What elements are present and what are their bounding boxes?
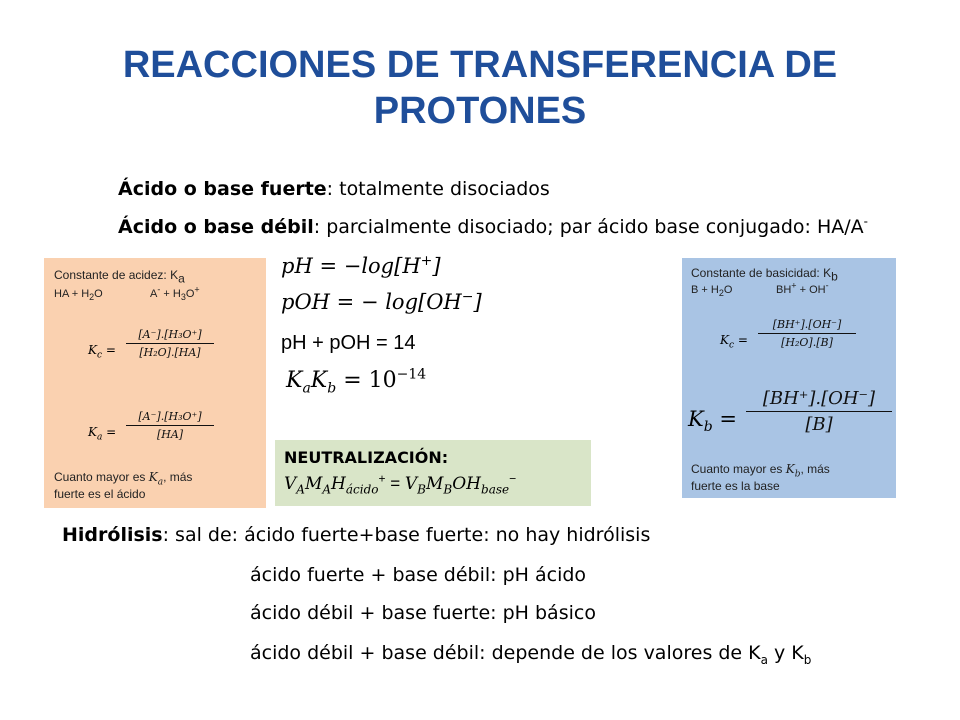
acid-note-line-1 — [54, 470, 193, 488]
neu-right-m: M — [426, 474, 444, 494]
hydrolysis-line-1 — [62, 524, 650, 546]
neu-left-s3: ácido — [345, 482, 379, 497]
acid-kc-bar — [126, 343, 214, 344]
poh-formula — [281, 290, 482, 314]
base-note-k: K — [785, 462, 795, 476]
base-reaction-left — [691, 284, 733, 299]
neu-left-m: M — [304, 474, 323, 494]
kakb-exp: −14 — [396, 366, 427, 383]
acid-ka-den: [HA] — [156, 428, 184, 441]
base-note-line-1 — [691, 462, 830, 480]
base-kb-lhs: $K_b$ = — [688, 407, 737, 436]
ph-rhs: = −log[H — [319, 254, 421, 278]
base-kb-sub: b — [703, 419, 713, 436]
kakb-k1: K — [286, 368, 303, 393]
neu-left-s2: A — [322, 482, 332, 497]
acid-ka-fraction — [126, 410, 214, 441]
base-r-right-mid: + OH — [796, 284, 826, 296]
neu-left-h: H — [331, 474, 346, 494]
acid-note-line-2: fuerte es el ácido — [54, 487, 146, 501]
ph-poh-sum: pH + pOH = 14 — [281, 332, 416, 354]
hydrolysis-line-4-text: ácido débil + base débil: depende de los valores de K — [250, 642, 761, 664]
acid-kc-den: [H₂O].[HA] — [139, 346, 201, 359]
neutralization-heading: NEUTRALIZACIÓN: — [284, 448, 449, 467]
hydrolysis-line-3: ácido débil + base fuerte: pH básico — [250, 602, 596, 624]
base-reaction-right — [776, 280, 829, 296]
acid-ka-bar — [126, 425, 214, 426]
neu-equals: = — [385, 474, 405, 493]
ph-lhs: pH — [281, 254, 313, 278]
weak-acid-sup: - — [863, 214, 868, 229]
hydrolysis-line-2: ácido fuerte + base débil: pH ácido — [250, 564, 587, 586]
base-title-sub: b — [831, 269, 838, 284]
base-kb-fraction — [746, 388, 892, 435]
kakb-s1: a — [302, 380, 311, 397]
base-r-right-sup: + — [791, 280, 797, 291]
acid-title-sub: a — [178, 271, 185, 286]
hydrolysis-line-4-mid: y K — [767, 642, 804, 664]
poh-rhs: = − log[OH — [336, 290, 462, 314]
acid-box-title — [54, 268, 185, 286]
base-note-b: , más — [800, 462, 830, 476]
acid-reaction-left — [54, 288, 103, 303]
acid-r-right-sup2: + — [194, 284, 200, 295]
kakb-rhs: = 10 — [336, 368, 397, 393]
neu-right-oh: OH — [452, 474, 482, 494]
hydrolysis-line-4 — [250, 642, 812, 667]
base-kb-k: K — [688, 407, 704, 431]
acid-note-sub: a — [157, 477, 164, 488]
acid-constant-box — [44, 258, 266, 508]
acid-r-left: HA + H — [54, 288, 90, 300]
base-kc-k: K — [720, 333, 729, 347]
base-r-left: B + H — [691, 284, 719, 296]
base-r-right-sup2: - — [825, 280, 829, 291]
weak-acid-text: : parcialmente disociado; par ácido base conjugado: HA/A — [313, 216, 864, 238]
strong-acid-label: Ácido o base fuerte — [118, 178, 327, 200]
acid-ka-num: [A⁻].[H₃O⁺] — [138, 410, 202, 423]
neu-left-sup: + — [378, 471, 386, 486]
neu-right-s1: B — [417, 482, 426, 497]
acid-r-right-mid: + H — [160, 288, 181, 300]
base-kb-bar — [746, 411, 892, 412]
neu-left-s1: A — [296, 482, 305, 497]
ph-close: ] — [432, 254, 441, 278]
base-kb-num: [BH⁺].[OH⁻] — [762, 388, 876, 409]
base-r-right: BH — [776, 284, 792, 296]
neu-right-v: V — [404, 474, 418, 494]
base-title-text: Constante de basicidad: K — [691, 266, 832, 280]
base-kc-fraction — [758, 318, 856, 349]
base-kc-bar — [758, 333, 856, 334]
poh-close: ] — [473, 290, 482, 314]
acid-ka-k: K — [88, 425, 97, 439]
acid-r-left-sub: 2 — [89, 292, 95, 303]
acid-reaction-right — [150, 284, 200, 303]
base-kc-lhs: $K_c$ = — [720, 333, 748, 351]
ph-sup: + — [420, 253, 433, 269]
acid-note-b: , más — [163, 470, 193, 484]
base-r-left-sub: 2 — [718, 288, 724, 299]
hydrolysis-line-4-sub2: b — [803, 652, 812, 667]
base-kc-num: [BH⁺].[OH⁻] — [772, 318, 842, 331]
strong-acid-text: : totalmente disociados — [326, 178, 550, 200]
hydrolysis-intro: : sal de: ácido fuerte+base fuerte: no hay hidrólisis — [162, 524, 651, 546]
acid-title-text: Constante de acidez: K — [54, 268, 179, 282]
acid-r-right: A — [150, 288, 158, 300]
strong-acid-line — [118, 178, 550, 200]
acid-ka-lhs: $K_a$ = — [88, 425, 117, 443]
acid-r-right-end: O — [185, 288, 195, 300]
poh-sup: − — [461, 289, 474, 305]
ph-formula — [281, 254, 441, 278]
neu-right-sup: − — [509, 471, 517, 486]
neu-right-s2: B — [443, 482, 453, 497]
acid-note-k: K — [148, 470, 158, 484]
page-title — [40, 42, 920, 134]
base-kb-den: [B] — [805, 414, 833, 435]
acid-note-a: Cuanto mayor es — [54, 470, 149, 484]
acid-kc-fraction — [126, 328, 214, 359]
acid-kc-k: K — [88, 343, 97, 357]
title-line-2: PROTONES — [373, 90, 587, 132]
acid-kc-lhs: $K_c$ = — [88, 343, 116, 361]
base-note-line-2: fuerte es la base — [691, 479, 780, 493]
title-line-1: REACCIONES DE TRANSFERENCIA DE — [122, 44, 838, 86]
kakb-s2: b — [327, 380, 337, 397]
base-note-a: Cuanto mayor es — [691, 462, 786, 476]
neu-left-v: V — [284, 474, 297, 494]
weak-acid-label: Ácido o base débil — [118, 216, 314, 238]
base-note-sub: b — [794, 469, 801, 480]
acid-ka-sub: a — [96, 432, 103, 443]
acid-kc-num: [A⁻].[H₃O⁺] — [138, 328, 202, 341]
acid-r-right-sub: 3 — [180, 292, 186, 303]
hydrolysis-label: Hidrólisis — [62, 524, 163, 546]
base-kc-sub: c — [728, 340, 735, 351]
acid-kc-sub: c — [96, 350, 103, 361]
acid-r-left-end: O — [94, 288, 103, 300]
poh-lhs: pOH — [281, 290, 330, 314]
acid-r-right-sup: - — [157, 284, 161, 295]
hydrolysis-line-4-sub1: a — [760, 652, 768, 667]
base-kc-den: [H₂O].[B] — [781, 336, 833, 349]
neu-right-s3: base — [481, 482, 510, 497]
neutralization-box — [275, 440, 591, 506]
base-r-left-end: O — [723, 284, 733, 296]
neutralization-equation — [284, 471, 517, 497]
kakb-k2: K — [310, 368, 328, 393]
base-constant-box — [682, 258, 896, 498]
ka-kb-formula — [286, 366, 427, 397]
base-box-title — [691, 266, 838, 284]
weak-acid-line — [118, 216, 868, 238]
